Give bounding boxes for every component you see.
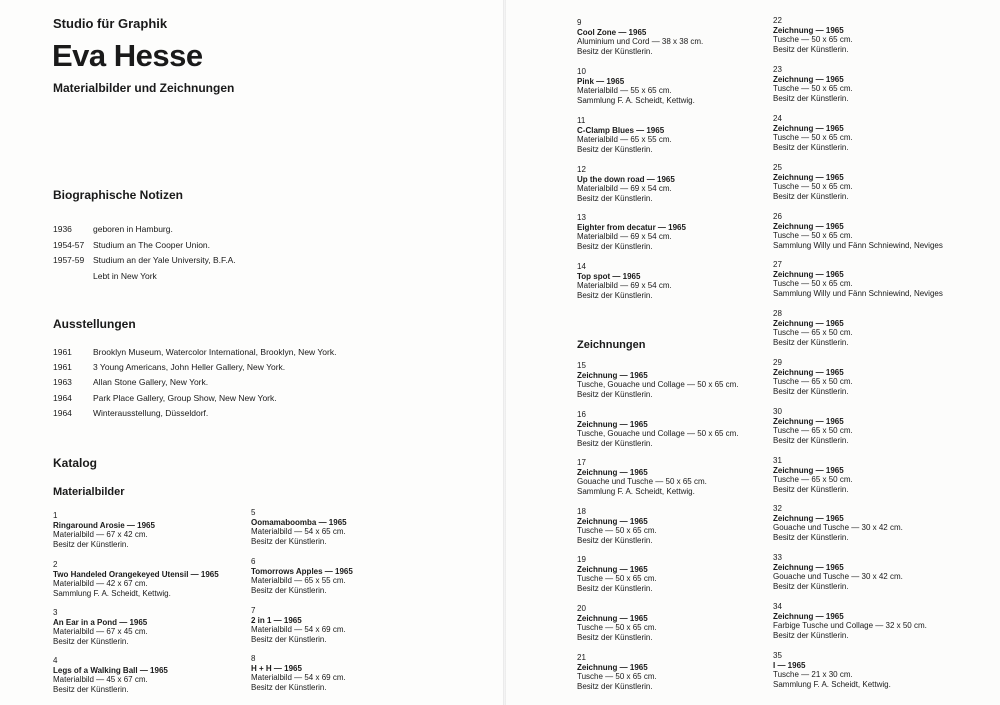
- entry-number: 14: [577, 262, 586, 271]
- catalog-entry: [773, 651, 891, 689]
- entry-medium: Tusche — 50 x 65 cm.: [577, 526, 657, 535]
- exhibition-row: [53, 362, 285, 372]
- entry-medium: Gouache und Tusche — 30 x 42 cm.: [773, 523, 903, 532]
- entry-owner: Besitz der Künstlerin.: [577, 632, 653, 642]
- catalog-entry: [577, 458, 707, 496]
- catalog-entry: [577, 116, 672, 154]
- entry-medium: Tusche — 50 x 65 cm.: [773, 84, 853, 93]
- entry-owner: Besitz der Künstlerin.: [577, 290, 653, 300]
- entry-number: 15: [577, 361, 586, 370]
- entry-title: Pink — 1965: [577, 76, 625, 86]
- catalog-entry: [773, 163, 853, 201]
- entry-owner: Besitz der Künstlerin.: [773, 142, 849, 152]
- entry-number: 24: [773, 114, 782, 123]
- entry-title: Zeichnung — 1965: [577, 467, 648, 477]
- entry-number: 35: [773, 651, 782, 660]
- entry-medium: Tusche — 50 x 65 cm.: [773, 35, 853, 44]
- entry-owner: Besitz der Künstlerin.: [773, 484, 849, 494]
- entry-medium: Tusche — 65 x 50 cm.: [773, 426, 853, 435]
- entry-title: Top spot — 1965: [577, 271, 641, 281]
- entry-owner: Besitz der Künstlerin.: [773, 191, 849, 201]
- entry-medium: Materialbild — 69 x 54 cm.: [577, 281, 672, 290]
- entry-owner: Besitz der Künstlerin.: [251, 536, 327, 546]
- entry-number: 1: [53, 511, 58, 520]
- entry-number: 28: [773, 309, 782, 318]
- entry-medium: Materialbild — 54 x 69 cm.: [251, 625, 346, 634]
- exhibition-text: Park Place Gallery, Group Show, New New York.: [93, 393, 277, 403]
- catalog-entry: [53, 511, 155, 549]
- bio-year: 1957-59: [53, 255, 85, 265]
- exhibition-row: [53, 408, 208, 418]
- entry-title: 2 in 1 — 1965: [251, 615, 302, 625]
- entry-title: Zeichnung — 1965: [773, 465, 844, 475]
- page-fold: [503, 0, 506, 705]
- entry-title: Up the down road — 1965: [577, 174, 675, 184]
- materialbilder-heading: Materialbilder: [53, 486, 125, 498]
- entry-title: Zeichnung — 1965: [773, 318, 844, 328]
- entry-number: 22: [773, 16, 782, 25]
- entry-title: Zeichnung — 1965: [773, 74, 844, 84]
- entry-title: Zeichnung — 1965: [773, 562, 844, 572]
- bio-text: Studium an der Yale University, B.F.A.: [93, 255, 236, 265]
- entry-medium: Tusche, Gouache und Collage — 50 x 65 cm.: [577, 429, 739, 438]
- entry-title: Zeichnung — 1965: [773, 416, 844, 426]
- entry-owner: Besitz der Künstlerin.: [577, 46, 653, 56]
- entry-title: Zeichnung — 1965: [577, 370, 648, 380]
- zeichnungen-heading: Zeichnungen: [577, 339, 646, 351]
- catalog-entry: [577, 213, 686, 251]
- entry-owner: Besitz der Künstlerin.: [53, 684, 129, 694]
- entry-medium: Materialbild — 55 x 65 cm.: [577, 86, 672, 95]
- bio-row: [53, 255, 236, 265]
- exhibition-year: 1961: [53, 362, 72, 372]
- entry-medium: Tusche — 50 x 65 cm.: [773, 182, 853, 191]
- entry-medium: Materialbild — 65 x 55 cm.: [251, 576, 346, 585]
- entry-title: Zeichnung — 1965: [577, 419, 648, 429]
- entry-owner: Besitz der Künstlerin.: [773, 532, 849, 542]
- entry-medium: Farbige Tusche und Collage — 32 x 50 cm.: [773, 621, 927, 630]
- entry-number: 32: [773, 504, 782, 513]
- catalog-entry: [251, 557, 353, 595]
- catalog-entry: [773, 456, 853, 494]
- catalog-entry: [773, 114, 853, 152]
- entry-title: I — 1965: [773, 660, 806, 670]
- entry-number: 4: [53, 656, 58, 665]
- entry-title: C-Clamp Blues — 1965: [577, 125, 665, 135]
- entry-title: Two Handeled Orangekeyed Utensil — 1965: [53, 569, 219, 579]
- bio-heading: Biographische Notizen: [53, 188, 184, 202]
- exhibition-text: Allan Stone Gallery, New York.: [93, 377, 209, 387]
- entry-medium: Gouache und Tusche — 50 x 65 cm.: [577, 477, 707, 486]
- entry-title: Zeichnung — 1965: [773, 513, 844, 523]
- exhibition-row: [53, 377, 208, 387]
- catalog-entry: [577, 410, 739, 448]
- entry-medium: Materialbild — 65 x 55 cm.: [577, 135, 672, 144]
- artist-name: Eva Hesse: [52, 38, 203, 73]
- entry-medium: Tusche — 50 x 65 cm.: [773, 279, 853, 288]
- catalog-entry: [773, 260, 943, 298]
- entry-owner: Besitz der Künstlerin.: [773, 44, 849, 54]
- catalog-entry: [577, 653, 657, 691]
- entry-number: 2: [53, 560, 58, 569]
- entry-title: Zeichnung — 1965: [773, 25, 844, 35]
- entry-title: Zeichnung — 1965: [773, 611, 844, 621]
- entry-owner: Besitz der Künstlerin.: [53, 636, 129, 646]
- exhibition-row: [53, 347, 336, 357]
- catalog-entry: [773, 407, 853, 445]
- entry-medium: Materialbild — 67 x 45 cm.: [53, 627, 148, 636]
- entry-medium: Tusche — 50 x 65 cm.: [577, 672, 657, 681]
- entry-title: Tomorrows Apples — 1965: [251, 566, 353, 576]
- entry-medium: Tusche — 50 x 65 cm.: [773, 133, 853, 142]
- catalog-entry: [53, 560, 219, 598]
- entry-medium: Tusche — 65 x 50 cm.: [773, 328, 853, 337]
- entry-number: 33: [773, 553, 782, 562]
- entry-title: Eighter from decatur — 1965: [577, 222, 686, 232]
- entry-title: Zeichnung — 1965: [773, 367, 844, 377]
- entry-medium: Materialbild — 45 x 67 cm.: [53, 675, 148, 684]
- exhibition-year: 1961: [53, 347, 72, 357]
- entry-number: 13: [577, 213, 586, 222]
- entry-owner: Besitz der Künstlerin.: [773, 630, 849, 640]
- entry-owner: Besitz der Künstlerin.: [577, 241, 653, 251]
- bio-text: Lebt in New York: [93, 271, 157, 281]
- entry-title: Ringaround Arosie — 1965: [53, 520, 155, 530]
- entry-owner: Besitz der Künstlerin.: [773, 435, 849, 445]
- catalog-entry: [251, 654, 346, 692]
- exhibition-year: 1964: [53, 393, 72, 403]
- entry-number: 17: [577, 458, 586, 467]
- entry-owner: Sammlung F. A. Scheidt, Kettwig.: [577, 95, 695, 105]
- catalog-entry: [773, 16, 853, 54]
- bio-text: Studium an The Cooper Union.: [93, 240, 211, 250]
- entry-owner: Besitz der Künstlerin.: [53, 539, 129, 549]
- entry-number: 21: [577, 653, 586, 662]
- catalog-entry: [773, 358, 853, 396]
- entry-medium: Tusche — 65 x 50 cm.: [773, 475, 853, 484]
- catalog-entry: [577, 67, 695, 105]
- catalog-entry: [773, 504, 903, 542]
- entry-owner: Besitz der Künstlerin.: [773, 386, 849, 396]
- entry-title: Zeichnung — 1965: [577, 516, 648, 526]
- catalog-entry: [577, 361, 739, 399]
- bio-year: 1954-57: [53, 240, 85, 250]
- entry-medium: Aluminium und Cord — 38 x 38 cm.: [577, 37, 704, 46]
- entry-owner: Besitz der Künstlerin.: [773, 93, 849, 103]
- right-page: [505, 0, 1000, 705]
- entry-title: Zeichnung — 1965: [773, 269, 844, 279]
- entry-medium: Materialbild — 54 x 65 cm.: [251, 527, 346, 536]
- entry-title: H + H — 1965: [251, 663, 302, 673]
- entry-owner: Besitz der Künstlerin.: [251, 682, 327, 692]
- entry-owner: Sammlung F. A. Scheidt, Kettwig.: [53, 588, 171, 598]
- entry-number: 16: [577, 410, 586, 419]
- entry-medium: Tusche — 50 x 65 cm.: [577, 574, 657, 583]
- exhibition-subtitle: Materialbilder und Zeichnungen: [53, 81, 235, 95]
- exhibition-year: 1964: [53, 408, 72, 418]
- exhibition-row: [53, 393, 277, 403]
- entry-title: Zeichnung — 1965: [577, 564, 648, 574]
- entry-number: 26: [773, 212, 782, 221]
- entry-owner: Besitz der Künstlerin.: [251, 585, 327, 595]
- entry-number: 20: [577, 604, 586, 613]
- exhibition-text: Brooklyn Museum, Watercolor International, Brooklyn, New York.: [93, 347, 337, 357]
- catalog-entry: [53, 656, 168, 694]
- exhibition-text: Winterausstellung, Düsseldorf.: [93, 408, 209, 418]
- entry-number: 3: [53, 608, 58, 617]
- bio-row: [53, 240, 210, 250]
- entry-number: 5: [251, 508, 256, 517]
- entry-owner: Besitz der Künstlerin.: [577, 193, 653, 203]
- catalog-entry: [577, 262, 672, 300]
- catalog-entry: [773, 65, 853, 103]
- bio-row: [53, 271, 157, 281]
- entry-number: 7: [251, 606, 256, 615]
- entry-title: Zeichnung — 1965: [577, 613, 648, 623]
- studio-name: Studio für Graphik: [53, 16, 168, 31]
- entry-number: 30: [773, 407, 782, 416]
- entry-medium: Tusche, Gouache und Collage — 50 x 65 cm.: [577, 380, 739, 389]
- entry-number: 6: [251, 557, 256, 566]
- entry-number: 8: [251, 654, 256, 663]
- entry-owner: Besitz der Künstlerin.: [577, 583, 653, 593]
- entry-number: 11: [577, 116, 586, 125]
- entry-owner: Sammlung F. A. Scheidt, Kettwig.: [577, 486, 695, 496]
- entry-number: 31: [773, 456, 782, 465]
- catalog-entry: [577, 604, 657, 642]
- entry-medium: Tusche — 50 x 65 cm.: [577, 623, 657, 632]
- entry-medium: Materialbild — 42 x 67 cm.: [53, 579, 148, 588]
- entry-owner: Besitz der Künstlerin.: [577, 535, 653, 545]
- entry-owner: Besitz der Künstlerin.: [251, 634, 327, 644]
- entry-title: Cool Zone — 1965: [577, 27, 647, 37]
- entry-medium: Materialbild — 67 x 42 cm.: [53, 530, 148, 539]
- entry-medium: Tusche — 21 x 30 cm.: [773, 670, 853, 679]
- entry-number: 10: [577, 67, 586, 76]
- catalog-entry: [773, 309, 853, 347]
- catalog-entry: [577, 18, 703, 56]
- entry-owner: Besitz der Künstlerin.: [577, 438, 653, 448]
- entry-medium: Materialbild — 54 x 69 cm.: [251, 673, 346, 682]
- entry-owner: Besitz der Künstlerin.: [577, 389, 653, 399]
- entry-medium: Materialbild — 69 x 54 cm.: [577, 184, 672, 193]
- entry-title: Oomamaboomba — 1965: [251, 517, 347, 527]
- entry-number: 12: [577, 165, 586, 174]
- bio-text: geboren in Hamburg.: [93, 224, 173, 234]
- bio-row: [53, 224, 173, 234]
- catalog-entry: [577, 507, 657, 545]
- exhibition-year: 1963: [53, 377, 72, 387]
- entry-owner: Besitz der Künstlerin.: [577, 681, 653, 691]
- entry-number: 9: [577, 18, 582, 27]
- catalog-entry: [53, 608, 148, 646]
- entry-number: 19: [577, 555, 586, 564]
- catalog-entry: [251, 606, 346, 644]
- catalog-entry: [773, 212, 943, 250]
- entry-number: 34: [773, 602, 782, 611]
- entry-title: Zeichnung — 1965: [773, 123, 844, 133]
- entry-owner: Besitz der Künstlerin.: [577, 144, 653, 154]
- catalog-entry: [773, 553, 903, 591]
- entry-medium: Gouache und Tusche — 30 x 42 cm.: [773, 572, 903, 581]
- entry-owner: Besitz der Künstlerin.: [773, 337, 849, 347]
- entry-medium: Tusche — 65 x 50 cm.: [773, 377, 853, 386]
- exhibition-text: 3 Young Americans, John Heller Gallery, New York.: [93, 362, 286, 372]
- catalog-heading: Katalog: [53, 456, 98, 470]
- entry-owner: Sammlung Willy und Fänn Schniewind, Neviges: [773, 288, 943, 298]
- catalog-entry: [251, 508, 347, 546]
- entry-medium: Materialbild — 69 x 54 cm.: [577, 232, 672, 241]
- catalog-entry: [773, 602, 927, 640]
- entry-medium: Tusche — 50 x 65 cm.: [773, 231, 853, 240]
- entry-title: Zeichnung — 1965: [773, 172, 844, 182]
- entry-number: 18: [577, 507, 586, 516]
- entry-title: An Ear in a Pond — 1965: [53, 617, 148, 627]
- entry-title: Legs of a Walking Ball — 1965: [53, 665, 168, 675]
- entry-owner: Sammlung Willy und Fänn Schniewind, Neviges: [773, 240, 943, 250]
- catalog-entry: [577, 165, 675, 203]
- catalog-entry: [577, 555, 657, 593]
- entry-number: 23: [773, 65, 782, 74]
- exhibitions-heading: Ausstellungen: [53, 317, 136, 331]
- entry-number: 29: [773, 358, 782, 367]
- entry-owner: Sammlung F. A. Scheidt, Kettwig.: [773, 679, 891, 689]
- entry-owner: Besitz der Künstlerin.: [773, 581, 849, 591]
- entry-number: 27: [773, 260, 782, 269]
- entry-title: Zeichnung — 1965: [577, 662, 648, 672]
- entry-title: Zeichnung — 1965: [773, 221, 844, 231]
- bio-year: 1936: [53, 224, 72, 234]
- entry-number: 25: [773, 163, 782, 172]
